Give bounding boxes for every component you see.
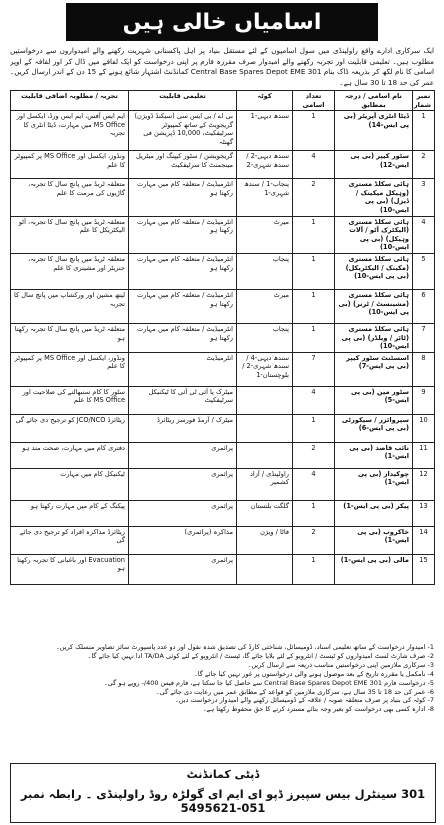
row-post: چوکیدار (بی پی ایس-1) [335, 468, 413, 500]
table-row [11, 179, 435, 216]
row-quota: پنجاب-1 / سندھ شہری-1 [237, 179, 293, 216]
row-number: 5 [413, 253, 435, 289]
row-experience: Evacuation اور باغبانی کا تجربہ رکھتا ہو [11, 554, 129, 584]
row-post: ہائی سکلڈ مستری (الیکٹرک آٹو / آلات وہیکل) (بی پی ایس-10) [335, 216, 413, 253]
row-post: خاکروب (بی پی ایس-1) [335, 526, 413, 554]
row-number: 6 [413, 289, 435, 323]
row-qualification: میٹرک یا آئی ٹی آئی کا ٹیکنیکل سرٹیفکیٹ [129, 386, 237, 414]
row-count: 2 [293, 526, 335, 554]
row-qualification: انٹرمیڈیٹ / متعلقہ کام میں مہارت رکھتا ہو [129, 253, 237, 289]
row-qualification: میٹرک / آرمڈ فورسز ریٹائرڈ [129, 414, 237, 442]
row-count: 2 [293, 179, 335, 216]
row-count: 1 [293, 323, 335, 352]
table-row [11, 500, 435, 526]
col-header-count: تعداد اسامی [293, 91, 335, 111]
row-post: اسسٹنٹ سٹور کیپر (بی پی ایس-7) [335, 352, 413, 386]
instruction-item: 1- امیدوار درخواست کے ساتھ تعلیمی اسناد، ڈومیسائل، شناختی کارڈ کی تصدیق شدہ نقول اور دو عدد پاسپورٹ سائز تصاویر منسلک کریں۔ [55, 643, 434, 651]
footer-address: 301 سینٹرل بیس سپیرز ڈپو ای ایم ای گولڑہ روڈ راولپنڈی ۔ رابطہ نمبر 051-5495621 [20, 787, 426, 815]
table-row [11, 151, 435, 179]
row-post: سپروائزر / سیکورٹی (بی پی ایس-6) [335, 414, 413, 442]
row-experience: ونڈوز، ایکسل اور MS Office پر کمپیوٹر کا علم [11, 151, 129, 179]
row-post: ہائی سکلڈ مستری (ٹائر / ویلڈر) (بی پی ایس-10) [335, 323, 413, 352]
row-post: سٹور مین (بی پی ایس-5) [335, 386, 413, 414]
row-quota: پنجاب [237, 323, 293, 352]
row-number: 13 [413, 500, 435, 526]
table-row [11, 289, 435, 323]
col-header-experience: تجربہ / مطلوبہ اضافی قابلیت [11, 91, 129, 111]
instruction-item: 3- سرکاری ملازمین اپنی درخواستیں مناسب ذریعہ سے ارسال کریں۔ [247, 660, 434, 669]
row-qualification: مذاکرہ (پرائمری) [129, 526, 237, 554]
row-post: نائب قاصد (بی پی ایس-1) [335, 442, 413, 468]
row-number: 15 [413, 554, 435, 584]
table-row [11, 468, 435, 500]
row-experience: ونڈوز، ایکسل اور MS Office پر کمپیوٹر کا علم [11, 352, 129, 386]
footer-office: ڈپٹی کمانڈنٹ [186, 768, 260, 781]
row-quota [237, 554, 293, 584]
intro-highlight: 301 Central Base Spares Depot EME کمانڈنٹ اشتہار شائع ہونے کے 15 دن کے اندر ارسال کریں۔ عمر کی حد 18 تا 30 سال ہے۔ [10, 67, 434, 87]
instruction-item: 2- صرف شارٹ لسٹ امیدواروں کو ٹیسٹ / انٹرویو کے لئے بلایا جائے گا، ٹیسٹ / انٹرویو کے لئے کوئی TA/DA ادا نہیں کیا جائے گا۔ [87, 651, 434, 660]
table-row [11, 253, 435, 289]
row-quota: راولپنڈی / آزاد کشمیر [237, 468, 293, 500]
row-post: ہائی سکلڈ مستری (مکینک / الیکٹریکل) (بی پی ایس-10) [335, 253, 413, 289]
row-number: 8 [413, 352, 435, 386]
row-experience: متعلقہ ٹریڈ میں پانچ سال کا تجربہ، آٹو الیکٹریکل کا علم [11, 216, 129, 253]
instruction-item: 6- عمر کی حد 18 تا 35 سال ہے، سرکاری ملازمین کو قواعد کے مطابق عمر میں رعایت دی جائے گی۔ [155, 687, 434, 696]
row-qualification: انٹرمیڈیٹ / متعلقہ کام میں مہارت رکھتا ہو [129, 323, 237, 352]
row-qualification: بی اے / بی ایس سی (سیکنڈ ڈویژن) گریجویٹ کے ساتھ کمپیوٹر سرٹیفکیٹ، 10,000 ڈپریشن فی گھنٹہ [129, 111, 237, 151]
row-experience: ایم ایس آفس، ایم ایس ورڈ، ایکسل اور MS Office میں مہارت، ڈیٹا انٹری کا تجربہ [11, 111, 129, 151]
row-experience: متعلقہ ٹریڈ میں پانچ سال کا تجربہ، جنریٹر اور مشینری کا علم [11, 253, 129, 289]
row-count: 4 [293, 386, 335, 414]
row-qualification: پرائمری [129, 500, 237, 526]
row-experience: دفتری کام میں مہارت، صحت مند ہو [11, 442, 129, 468]
row-qualification: انٹرمیڈیٹ / متعلقہ کام میں مہارت رکھتا ہو [129, 179, 237, 216]
row-quota [237, 414, 293, 442]
col-header-number: نمبر شمار [413, 91, 435, 111]
contact-footer [10, 763, 436, 823]
row-experience: ٹیکنیکل کام میں مہارت [11, 468, 129, 500]
row-qualification: انٹرمیڈیٹ [129, 352, 237, 386]
table-row [11, 386, 435, 414]
row-count: 1 [293, 414, 335, 442]
row-qualification: انٹرمیڈیٹ / متعلقہ کام میں مہارت رکھتا ہو [129, 289, 237, 323]
col-header-qualification: تعلیمی قابلیت [129, 91, 237, 111]
row-count: 1 [293, 554, 335, 584]
row-qualification: پرائمری [129, 468, 237, 500]
row-experience: متعلقہ ٹریڈ میں پانچ سال کا تجربہ، گاڑیوں کی مرمت کا علم [11, 179, 129, 216]
table-header-row [11, 91, 435, 111]
vacancy-table [10, 90, 435, 585]
row-qualification: پرائمری [129, 554, 237, 584]
row-quota: میرٹ [237, 289, 293, 323]
table-row [11, 442, 435, 468]
row-quota: گلگت بلتستان [237, 500, 293, 526]
row-experience: لیتھ مشین اور ورکشاپ میں پانچ سال کا تجربہ [11, 289, 129, 323]
instructions-list [10, 643, 434, 753]
row-quota: سندھ دیہی-4 / سندھ شہری-2 / بلوچستان-1 [237, 352, 293, 386]
row-qualification: پرائمری [129, 442, 237, 468]
row-number: 4 [413, 216, 435, 253]
row-experience: ریٹائرڈ JCO/NCO کو ترجیح دی جائے گی [11, 414, 129, 442]
row-quota: سندھ دیہی-2 / سندھ شہری-2 [237, 151, 293, 179]
row-experience: سٹور کا کام سنبھالنے کی صلاحیت اور MS Office کا علم [11, 386, 129, 414]
row-number: 10 [413, 414, 435, 442]
row-number: 1 [413, 111, 435, 151]
row-quota: میرٹ [237, 216, 293, 253]
vacancy-rows [11, 111, 435, 585]
instruction-item: 7- کوٹہ کی بنیاد پر صرف متعلقہ صوبہ / علاقہ کے ڈومیسائل رکھنے والے امیدوار درخواست دیں۔ [174, 696, 434, 705]
row-count: 1 [293, 289, 335, 323]
row-qualification: گریجویشن / سٹور کیپنگ اور میٹریل مینجمنٹ کا سرٹیفکیٹ [129, 151, 237, 179]
row-count: 1 [293, 111, 335, 151]
page-title: اسامیاں خالی ہیں [66, 3, 378, 41]
row-count: 1 [293, 216, 335, 253]
table-row [11, 323, 435, 352]
instruction-item: 4- نامکمل یا مقررہ تاریخ کے بعد موصول ہونے والی درخواستوں پر غور نہیں کیا جائے گا۔ [193, 669, 434, 678]
row-number: 2 [413, 151, 435, 179]
row-quota [237, 386, 293, 414]
instruction-item: 5- درخواست فارم 301 Central Base Spares Depot EME سے حاصل کیا جا سکتا ہے، فارم فیس 400/- روپے ہو گی۔ [103, 678, 434, 687]
table-row [11, 526, 435, 554]
table-row [11, 554, 435, 584]
row-post: ڈیٹا انٹری آپریٹر (بی پی ایس-14) [335, 111, 413, 151]
row-experience: متعلقہ ٹریڈ میں پانچ سال کا تجربہ رکھتا ہو [11, 323, 129, 352]
row-count: 4 [293, 468, 335, 500]
row-experience: پیکنگ کے کام میں مہارت رکھتا ہو [11, 500, 129, 526]
table-row [11, 352, 435, 386]
row-count: 7 [293, 352, 335, 386]
row-number: 12 [413, 468, 435, 500]
row-post: سٹور کیپر (بی پی ایس-12) [335, 151, 413, 179]
row-number: 3 [413, 179, 435, 216]
row-number: 7 [413, 323, 435, 352]
table-row [11, 216, 435, 253]
row-number: 11 [413, 442, 435, 468]
intro-text: ایک سرکاری ادارے واقع راولپنڈی میں سول اسامیوں کے لئے مستقل بنیاد پر اہل پاکستانی شہریت رکھنے والے امیدواروں سے درخواستیں مطلوب ہیں۔ تعلیمی قابلیت اور تجربہ رکھنے والے امیدوار صرف مقررہ فارم پر اپنی درخواست کو ایک لفافے میں ڈال کر اور لفافہ کے اوپر اسامی کا نام لکھ کر بذریعہ ڈاک بنام [10, 46, 434, 76]
col-header-post: نام اسامی / درجہ بمطابق [335, 91, 413, 111]
row-count: 1 [293, 500, 335, 526]
row-count: 2 [293, 442, 335, 468]
row-number: 14 [413, 526, 435, 554]
row-quota: پنجاب [237, 253, 293, 289]
row-quota: سندھ دیہی-1 [237, 111, 293, 151]
instruction-item: 8- ادارہ کسی بھی درخواست کو بغیر وجہ بتائے مسترد کرنے کا حق محفوظ رکھتا ہے۔ [202, 705, 434, 714]
row-post: ہائی سکلڈ مستری (مشینسٹ / ٹرنر) (بی پی ایس-10) [335, 289, 413, 323]
row-count: 1 [293, 253, 335, 289]
intro-paragraph [10, 46, 434, 90]
row-quota [237, 442, 293, 468]
table-row [11, 111, 435, 151]
table-row [11, 414, 435, 442]
row-post: ہائی سکلڈ مستری (وہیکل میکینک / ڈیزل) (بی پی ایس-10) [335, 179, 413, 216]
col-header-quota: کوٹہ [237, 91, 293, 111]
row-qualification: انٹرمیڈیٹ / متعلقہ کام میں مہارت رکھتا ہو [129, 216, 237, 253]
row-post: مالی (بی پی ایس-1) [335, 554, 413, 584]
row-count: 4 [293, 151, 335, 179]
row-quota: فاٹا / ویژن [237, 526, 293, 554]
row-post: پیکر (بی پی ایس-1) [335, 500, 413, 526]
row-experience: ریٹائرڈ مذاکرہ افراد کو ترجیح دی جائے گی [11, 526, 129, 554]
row-number: 9 [413, 386, 435, 414]
